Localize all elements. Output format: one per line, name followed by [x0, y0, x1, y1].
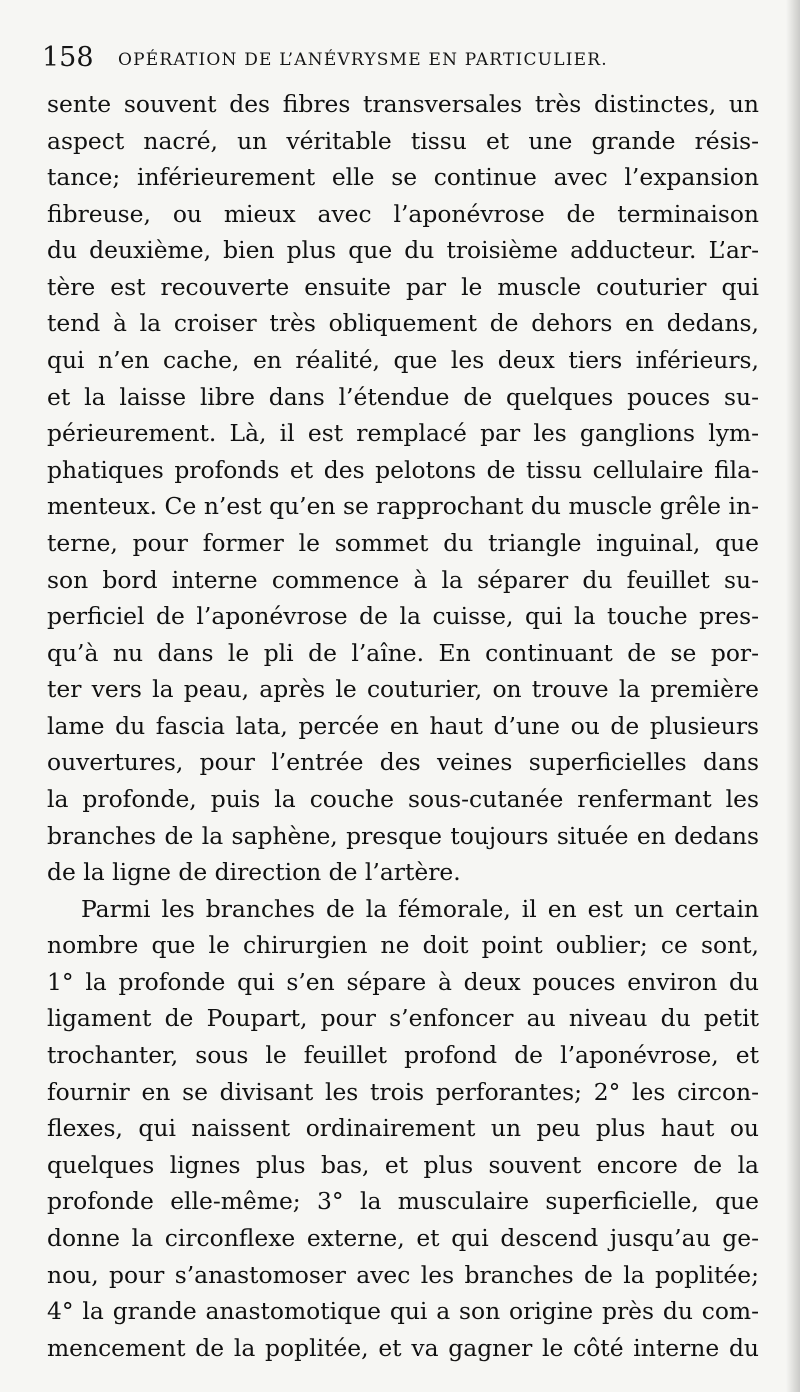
text-line: et la laisse libre dans l’étendue de quelques pouces su- — [47, 382, 759, 411]
text-line: ouvertures, pour l’entrée des veines superficielles dans — [47, 748, 759, 777]
text-line: fibreuse, ou mieux avec l’aponévrose de terminaison — [47, 199, 759, 228]
text-line: 4° la grande anastomotique qui a son origine près du com- — [47, 1297, 759, 1326]
body-text — [47, 86, 759, 1366]
text-line: tance; inférieurement elle se continue avec l’expansion — [47, 163, 759, 192]
text-line: nombre que le chirurgien ne doit point oublier; ce sont, — [47, 931, 759, 960]
text-line: perficiel de l’aponévrose de la cuisse, qui la touche pres- — [47, 602, 759, 631]
text-line: donne la circonflexe externe, et qui descend jusqu’au ge- — [47, 1223, 759, 1252]
text-line: aspect nacré, un véritable tissu et une grande résis- — [47, 126, 759, 155]
text-line: ligament de Poupart, pour s’enfoncer au niveau du petit — [47, 1004, 759, 1033]
running-title: OPÉRATION DE L’ANÉVRYSME EN PARTICULIER. — [118, 50, 608, 70]
text-line: 1° la profonde qui s’en sépare à deux pouces environ du — [47, 967, 759, 996]
text-line: terne, pour former le sommet du triangle inguinal, que — [47, 528, 759, 557]
text-line: lame du fascia lata, percée en haut d’une ou de plusieurs — [47, 711, 759, 740]
text-line: nou, pour s’anastomoser avec les branches de la poplitée; — [47, 1260, 759, 1289]
text-line: sente souvent des fibres transversales très distinctes, un — [47, 90, 759, 118]
text-line: branches de la saphène, presque toujours située en dedans — [47, 821, 759, 850]
text-line: trochanter, sous le feuillet profond de l’aponévrose, et — [47, 1041, 759, 1070]
page-edge-shadow — [786, 0, 800, 1392]
text-line: du deuxième, bien plus que du troisième adducteur. L’ar- — [47, 236, 759, 265]
paragraph-end-line: de la ligne de direction de l’artère. — [47, 858, 461, 887]
text-line: flexes, qui naissent ordinairement un peu plus haut ou — [47, 1114, 759, 1143]
page-header — [42, 40, 682, 80]
text-line: la profonde, puis la couche sous-cutanée renfermant les — [47, 784, 759, 813]
text-line: qu’à nu dans le pli de l’aîne. En continuant de se por- — [47, 638, 759, 667]
paragraph-start-line: Parmi les branches de la fémorale, il en est un certain — [81, 894, 759, 923]
text-line: fournir en se divisant les trois perforantes; 2° les circon- — [47, 1077, 759, 1106]
text-line: profonde elle-même; 3° la musculaire superficielle, que — [47, 1187, 759, 1216]
text-line: son bord interne commence à la séparer du feuillet su- — [47, 565, 759, 594]
text-line: ter vers la peau, après le couturier, on trouve la première — [47, 675, 759, 704]
text-line: périeurement. Là, il est remplacé par les ganglions lym- — [47, 419, 759, 448]
text-line: menteux. Ce n’est qu’en se rapprochant du muscle grêle in- — [47, 492, 759, 521]
page-number: 158 — [42, 42, 94, 73]
text-line: qui n’en cache, en réalité, que les deux tiers inférieurs, — [47, 346, 759, 375]
text-line: mencement de la poplitée, et va gagner le côté interne du — [47, 1333, 759, 1362]
text-line: tend à la croiser très obliquement de dehors en dedans, — [47, 309, 759, 338]
text-line: tère est recouverte ensuite par le muscle couturier qui — [47, 272, 759, 301]
text-line: phatiques profonds et des pelotons de tissu cellulaire fila- — [47, 455, 759, 484]
text-line: quelques lignes plus bas, et plus souvent encore de la — [47, 1150, 759, 1179]
